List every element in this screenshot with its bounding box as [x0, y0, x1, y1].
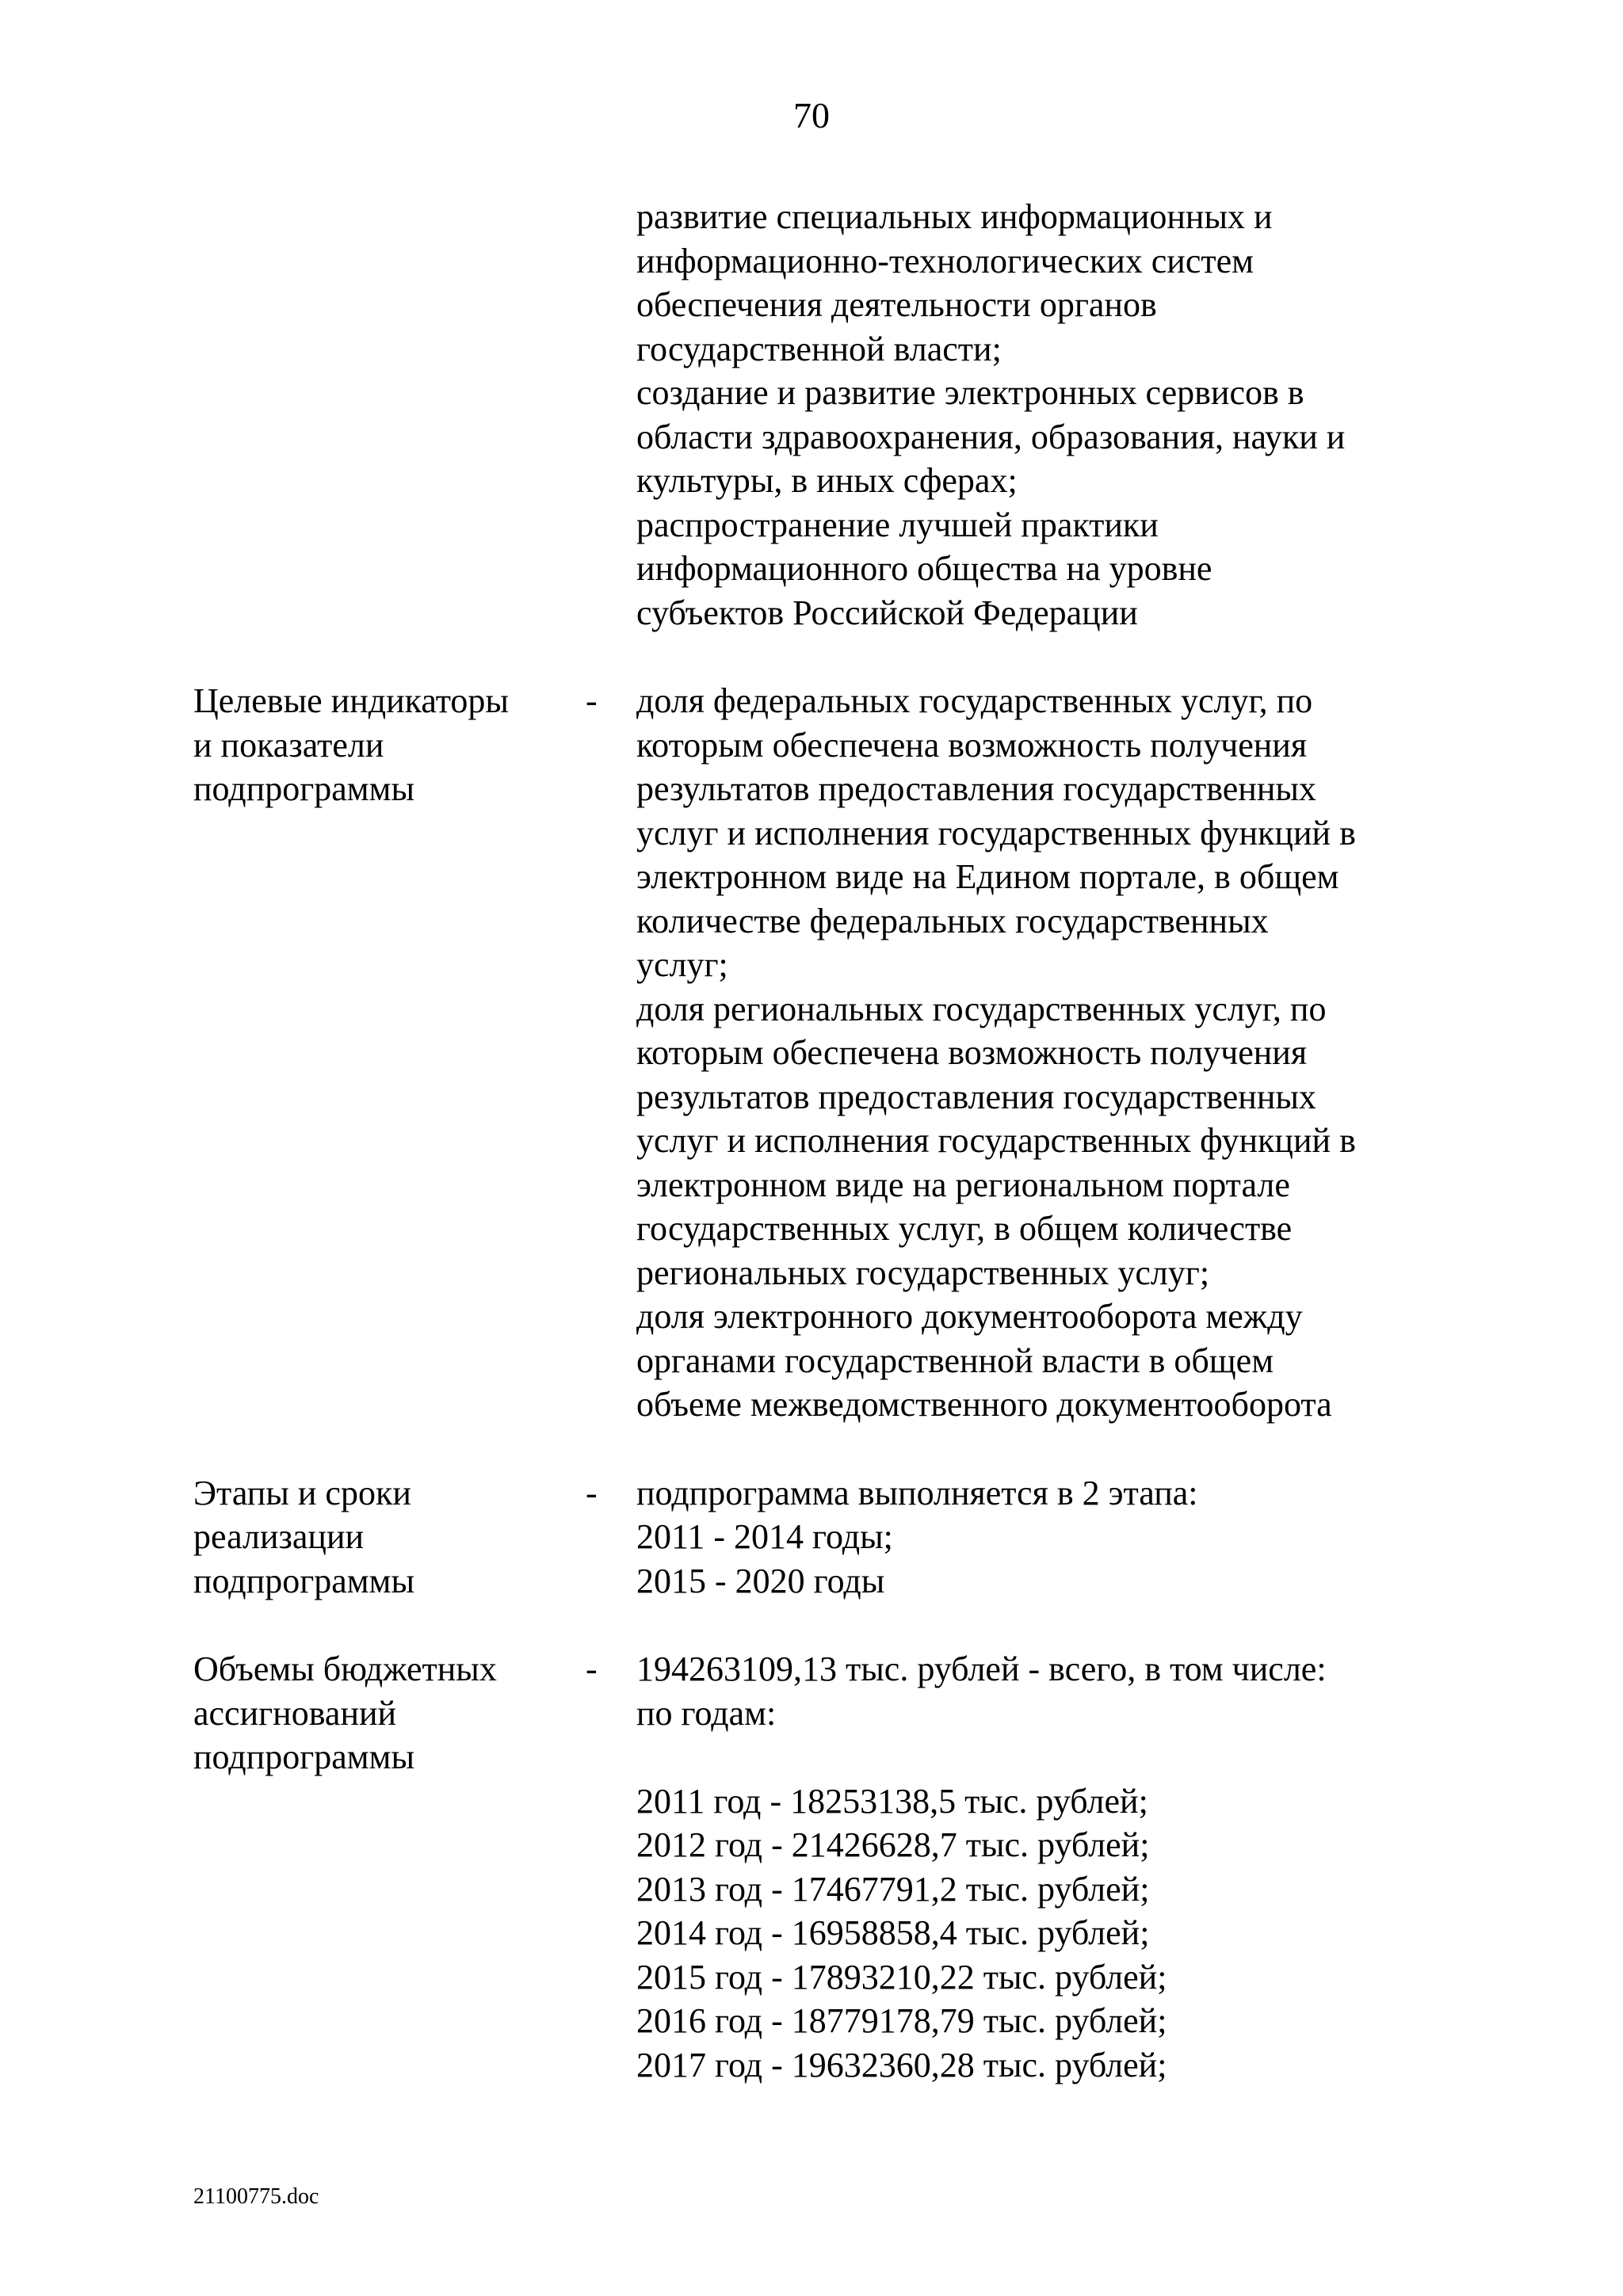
text-line: электронном виде на Едином портале, в общем [636, 857, 1339, 896]
text-line: создание и развитие электронных сервисов в [636, 373, 1304, 412]
label-line: Этапы и сроки [193, 1473, 411, 1512]
text-line: доля региональных государственных услуг, по [636, 989, 1327, 1028]
text-line: культуры, в иных сферах; [636, 461, 1018, 500]
label-line: и показатели [193, 725, 384, 765]
text-line: информационного общества на уровне [636, 549, 1212, 588]
label-line: ассигнований [193, 1693, 397, 1733]
section-label [193, 1471, 414, 1604]
text-line: региональных государственных услуг; [636, 1253, 1210, 1292]
text-line: органами государственной власти в общем [636, 1341, 1274, 1380]
text-line: количестве федеральных государственных [636, 901, 1269, 940]
text-line: услуг и исполнения государственных функций в [636, 1121, 1356, 1160]
text-line: 2011 - 2014 годы; [636, 1517, 893, 1556]
text-line: результатов предоставления государственных [636, 769, 1316, 808]
document-body [0, 195, 1623, 2087]
section-stages [0, 1471, 1623, 1604]
text-line: обеспечения деятельности органов [636, 285, 1157, 324]
text-line: которым обеспечена возможность получения [636, 1033, 1308, 1072]
section-dash: - [586, 681, 598, 720]
section-budget [0, 1647, 1623, 2087]
text-line: результатов предоставления государственных [636, 1077, 1316, 1116]
section-dash: - [586, 1473, 598, 1512]
text-line: подпрограмма выполняется в 2 этапа: [636, 1473, 1198, 1512]
text-line: 2013 год - 17467791,2 тыс. рублей; [636, 1869, 1150, 1909]
text-line: государственной власти; [636, 329, 1002, 368]
text-line: по годам: [636, 1693, 777, 1733]
section-value [636, 679, 1623, 1427]
text-line: 2014 год - 16958858,4 тыс. рублей; [636, 1913, 1150, 1952]
text-line: доля федеральных государственных услуг, по [636, 681, 1313, 720]
section-dash: - [586, 1650, 598, 1688]
label-line: Объемы бюджетных [193, 1650, 497, 1688]
text-line: государственных услуг, в общем количестве [636, 1209, 1293, 1248]
blank-line [636, 1735, 1623, 1779]
text-line: информационно-технологических систем [636, 241, 1254, 280]
document-filename: 21100775.doc [193, 2184, 319, 2209]
text-line: распространение лучшей практики [636, 505, 1159, 544]
text-line: 2016 год - 18779178,79 тыс. рублей; [636, 2001, 1167, 2040]
section-indicators [0, 679, 1623, 1427]
page-number: 70 [793, 95, 830, 135]
text-line: 2015 год - 17893210,22 тыс. рублей; [636, 1957, 1167, 1997]
text-line: субъектов Российской Федерации [636, 593, 1138, 632]
text-line: которым обеспечена возможность получения [636, 725, 1308, 765]
text-line: услуг и исполнения государственных функций в [636, 813, 1356, 852]
text-line: области здравоохранения, образования, науки и [636, 417, 1346, 456]
section-label [193, 679, 509, 811]
label-line: реализации [193, 1517, 365, 1556]
text-line: 2017 год - 19632360,28 тыс. рублей; [636, 2045, 1167, 2084]
text-line: 2015 - 2020 годы [636, 1561, 885, 1600]
text-line: 2012 год - 21426628,7 тыс. рублей; [636, 1825, 1150, 1864]
label-line: подпрограммы [193, 1561, 415, 1600]
text-line: 194263109,13 тыс. рублей - всего, в том числе: [636, 1650, 1327, 1688]
text-line: доля электронного документооборота между [636, 1297, 1303, 1336]
text-line: объеме межведомственного документооборота [636, 1385, 1332, 1424]
text-line: 2011 год - 18253138,5 тыс. рублей; [636, 1781, 1148, 1821]
section-label [193, 1647, 497, 1779]
text-line: электронном виде на региональном портале [636, 1165, 1290, 1204]
intro-text [636, 195, 1623, 635]
text-line: развитие специальных информационных и [636, 197, 1273, 236]
label-line: Целевые индикаторы [193, 681, 509, 720]
section-value [636, 1647, 1623, 2087]
label-line: подпрограммы [193, 769, 415, 808]
text-line: услуг; [636, 945, 728, 984]
section-value [636, 1471, 1623, 1604]
label-line: подпрограммы [193, 1737, 415, 1776]
